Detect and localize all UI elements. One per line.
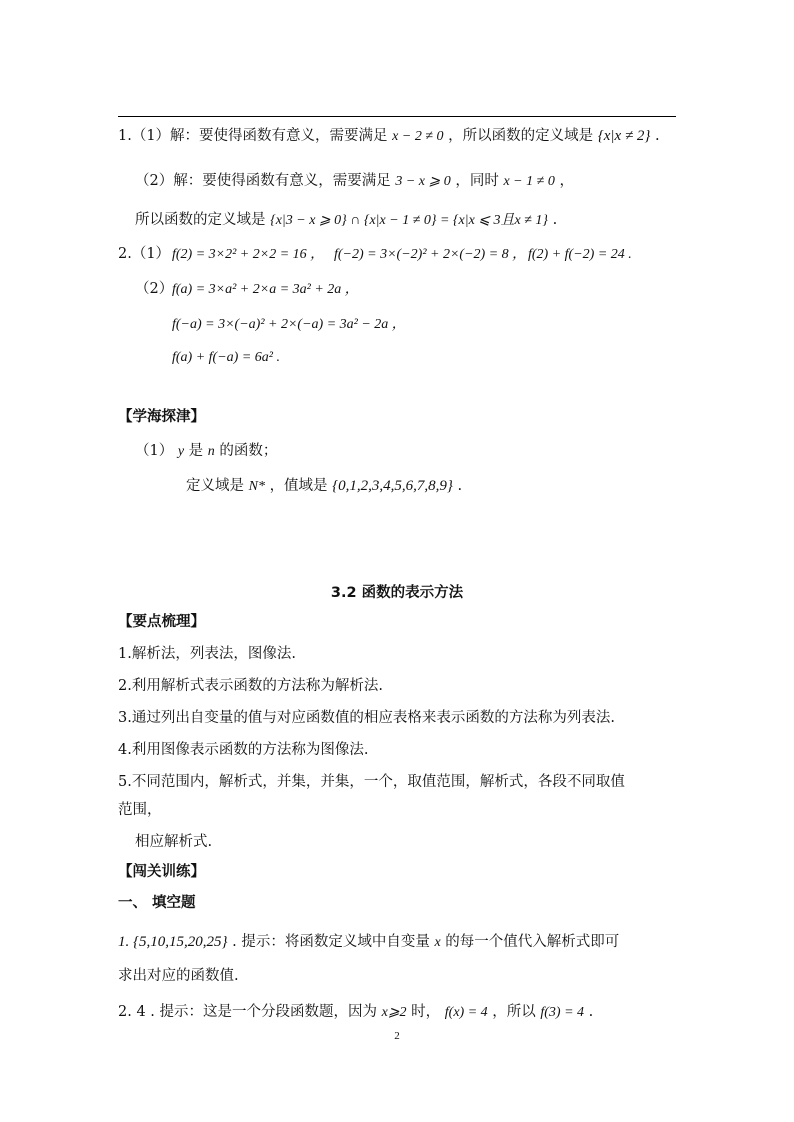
q1-part2-mid: ，同时 (455, 173, 499, 189)
point-5: 5.不同范围内，解析式，并集，并集，一个，取值范围，解析式，各段不同取值 (118, 774, 625, 790)
yaodian-heading: 【要点梳理】 (118, 614, 205, 630)
section-title: 3.2 函数的表示方法 (330, 585, 464, 601)
xuehai-domain-range (186, 476, 462, 497)
period: . (655, 128, 660, 144)
point-2: 2.利用解析式表示函数的方法称为解析法. (118, 678, 383, 694)
fill-2-text3: ，所以 (492, 1004, 536, 1020)
q1-part1-text: 1.（1）解：要使得函数有意义，需要满足 (118, 128, 388, 144)
q2-part1-a-expr: f(2) = 3×2² + 2×2 = 16 ， (172, 247, 325, 262)
period: . (588, 1004, 594, 1020)
q1-part1-domain: {x|x ≠ 2} (597, 128, 651, 144)
q1-part2-domain-lead: 所以函数的定义域是 (135, 212, 266, 228)
q1-part2-text: （2）解：要使得函数有意义，需要满足 (135, 173, 391, 189)
fill-2-cond: x⩾2 (381, 1005, 407, 1020)
range-value: {0,1,2,3,4,5,6,7,8,9} (332, 478, 453, 494)
item-end: 的函数； (219, 443, 278, 459)
q2-part1-c-expr: f(2) + f(−2) = 24 . (528, 247, 632, 262)
fill-2-result: f(3) = 4 (540, 1005, 585, 1020)
point-4: 4.利用图像表示函数的方法称为图像法. (118, 742, 369, 758)
q2-part2-c (172, 347, 280, 368)
q2-part1-a (172, 244, 324, 265)
q2-part2-c-expr: f(a) + f(−a) = 6a² . (172, 350, 280, 365)
q2-part2-a-expr: f(a) = 3×a² + 2×a = 3a² + 2a ， (172, 282, 359, 297)
fill-1-line (118, 932, 619, 953)
period: . (552, 212, 558, 228)
range-lead: ，值域是 (269, 478, 328, 494)
var-y: y (177, 444, 185, 459)
fill-1-text2: 的每一个值代入解析式即可 (445, 934, 620, 950)
fill-2-fx: f(x) = 4 (444, 1005, 488, 1020)
point-1: 1.解析法，列表法，图像法. (118, 646, 296, 662)
part1-heading: 一、 填空题 (118, 895, 196, 911)
var-n: n (207, 444, 215, 459)
fill-2-text: 2. 4 . 提示：这是一个分段函数题，因为 (118, 1004, 377, 1020)
q2-part2-b-expr: f(−a) = 3×(−a)² + 2×(−a) = 3a² − 2a ， (172, 317, 406, 332)
q2-label: 2.（1） (118, 246, 171, 262)
point-5-cont: 范围， (118, 802, 162, 818)
q2-part1-b (334, 244, 526, 265)
q2-part1-c (528, 244, 632, 265)
q2-part2-label-text: （2） (135, 281, 174, 297)
q2-part2-b (172, 314, 406, 335)
fill-1-text: . 提示：将函数定义域中自变量 (232, 934, 430, 950)
q2-part2-label (135, 279, 173, 299)
var-x: x (434, 935, 441, 950)
fill-1-set: 1. {5,10,15,20,25} (118, 934, 228, 950)
point-5-cont2: 相应解析式. (135, 834, 213, 850)
fill-2-line (118, 1002, 593, 1023)
q2-part2-a (172, 279, 359, 300)
q2-part1-b-expr: f(−2) = 3×(−2)² + 2×(−2) = 8 ， (334, 247, 527, 262)
q1-part2-cond1: 3 − x ⩾ 0 (395, 174, 451, 189)
item-mid: 是 (188, 443, 204, 459)
q1-part2-line (135, 171, 574, 192)
q2-part1-line (118, 244, 170, 264)
q1-part1-line (118, 126, 660, 147)
q1-part2-cond2: x − 1 ≠ 0 (503, 174, 555, 189)
item-label: （1） (135, 443, 174, 459)
comma: ， (559, 173, 574, 189)
q1-part2-domain-line (135, 210, 557, 231)
q1-part1-condition: x − 2 ≠ 0 (392, 129, 444, 144)
fill-2-text2: 时， (411, 1004, 441, 1020)
xuehai-heading: 【学海探津】 (118, 409, 205, 425)
q1-part1-mid: ，所以函数的定义域是 (448, 128, 594, 144)
page-number: 2 (394, 1030, 400, 1042)
q1-part2-domain: {x|3 − x ⩾ 0} ∩ {x|x − 1 ≠ 0} = {x|x ⩽ 3且x ≠ 1} (270, 213, 549, 228)
fill-1-cont: 求出对应的函数值. (118, 968, 239, 984)
point-3: 3.通过列出自变量的值与对应函数值的相应表格来表示函数的方法称为列表法. (118, 710, 615, 726)
header-rule (118, 116, 676, 117)
period: . (457, 478, 463, 494)
xuehai-item1 (135, 441, 277, 462)
domain-value: N* (248, 479, 265, 494)
chuangguan-heading: 【闯关训练】 (118, 864, 205, 880)
domain-lead: 定义域是 (186, 478, 244, 494)
